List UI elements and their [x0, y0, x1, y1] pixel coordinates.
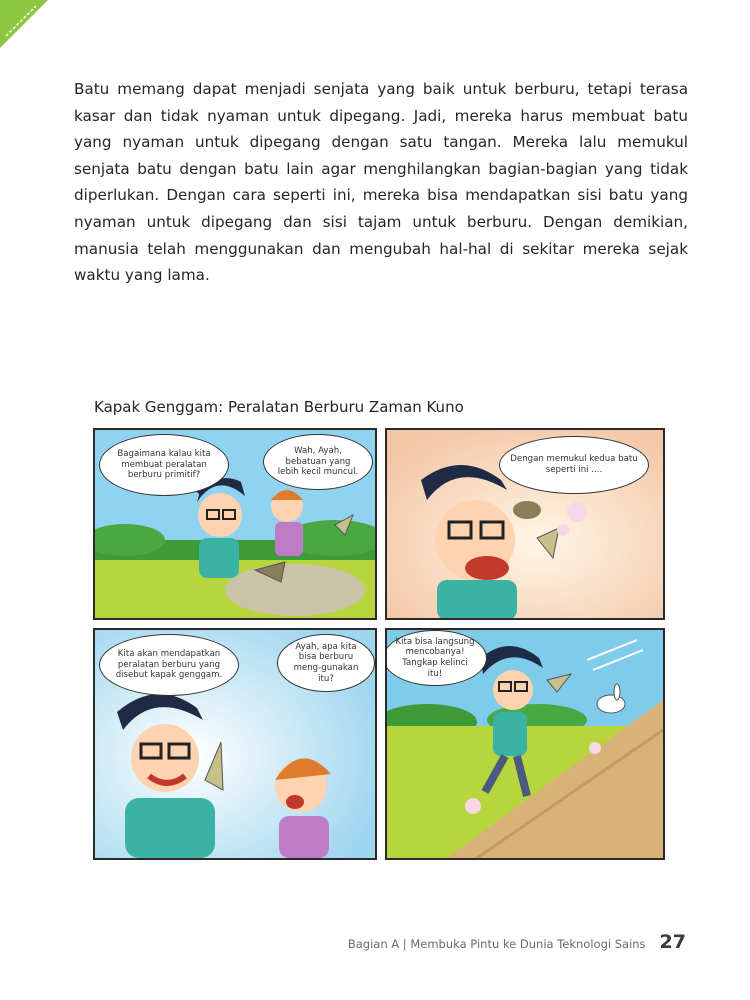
comic-strip	[93, 428, 665, 860]
comic-caption: Kapak Genggam: Peralatan Berburu Zaman Kuno	[94, 398, 464, 416]
comic-panel-3	[93, 628, 377, 860]
comic-panel-4	[385, 628, 665, 860]
speech-bubble: Kita akan mendapatkan peralatan berburu yang disebut kapak genggam.	[99, 634, 239, 696]
comic-panel-1	[93, 428, 377, 620]
page-number: 27	[659, 931, 686, 953]
speech-bubble: Kita bisa langsung mencobanya! Tangkap kelinci itu!	[385, 630, 487, 686]
comic-panel-2	[385, 428, 665, 620]
page-footer	[348, 931, 686, 953]
footer-text: Bagian A | Membuka Pintu ke Dunia Teknologi Sains	[347, 937, 646, 951]
speech-bubble: Ayah, apa kita bisa berburu meng-gunakan itu?	[277, 634, 375, 692]
body-paragraph: Batu memang dapat menjadi senjata yang baik untuk berburu, tetapi terasa kasar dan tidak nyaman untuk dipegang. Jadi, mereka harus membuat batu yang nyaman untuk dipegang dengan satu tangan. Mereka lalu memukul senjata batu dengan batu lain agar menghilangkan bagian-bagian yang tidak diperlukan. Dengan cara seperti ini, mereka bisa mendapatkan sisi batu yang nyaman untuk dipegang dan sisi tajam untuk berburu. Dengan demikian, manusia telah menggunakan dan mengubah hal-hal di sekitar mereka sejak waktu yang lama.	[74, 80, 688, 285]
speech-bubble: Wah, Ayah, bebatuan yang lebih kecil muncul.	[263, 434, 373, 490]
speech-bubble: Bagaimana kalau kita membuat peralatan berburu primitif?	[99, 434, 229, 496]
speech-bubble: Dengan memukul kedua batu seperti ini ....	[499, 436, 649, 494]
corner-accent	[0, 0, 48, 48]
